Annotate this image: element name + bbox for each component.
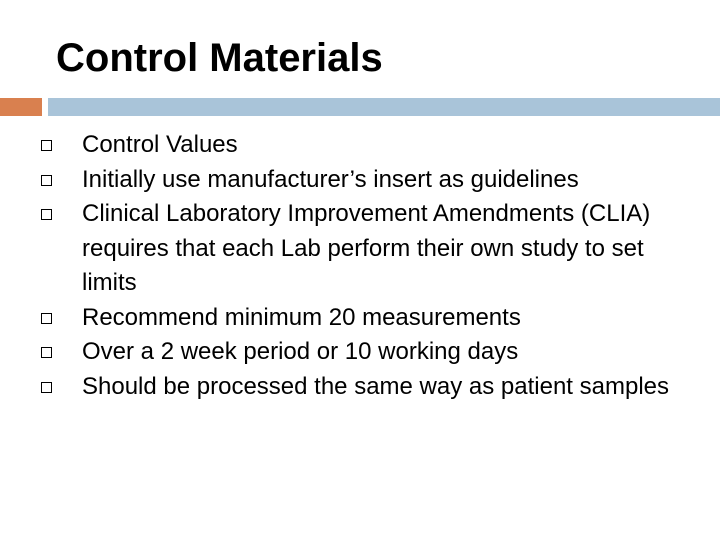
slide-title: Control Materials [56,36,383,80]
bullet-item [40,370,700,405]
square-bullet-icon [41,313,52,324]
bullet-text: Initially use manufacturer’s insert as guidelines [82,165,579,193]
title-rule-accent [0,98,42,116]
bullet-text: Over a 2 week period or 10 working days [82,338,519,365]
bullet-item [40,128,700,163]
bullet-text: Recommend minimum 20 measurements [82,303,521,331]
bullet-text: Clinical Laboratory Improvement Amendments (CLIA) requires that each Lab perform their own study to set limits [82,200,651,296]
bullet-list [40,128,700,404]
bullet-item [40,335,700,370]
bullet-text: Control Values [82,131,238,158]
square-bullet-icon [41,175,52,186]
bullet-text: Should be processed the same way as patient samples [82,372,670,400]
bullet-item [40,301,700,336]
square-bullet-icon [41,140,52,151]
title-rule-bar [48,98,720,116]
square-bullet-icon [41,382,52,393]
square-bullet-icon [41,347,52,358]
square-bullet-icon [41,209,52,220]
bullet-item [40,163,700,198]
bullet-item [40,197,700,301]
